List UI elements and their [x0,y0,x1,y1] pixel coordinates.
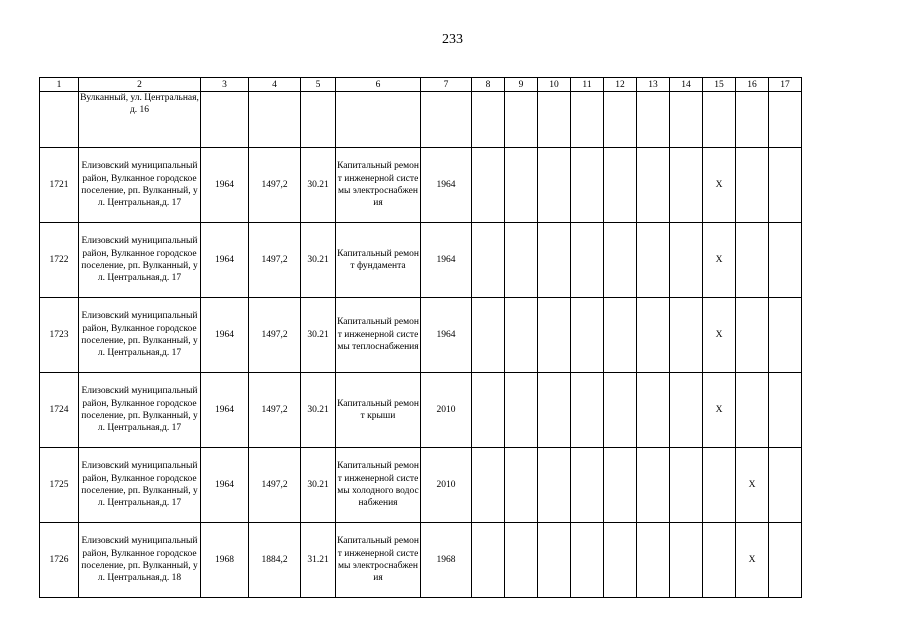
cell-empty [472,223,505,298]
cell-empty [670,523,703,598]
table-row [40,523,802,598]
column-header: 7 [421,78,472,92]
cell-id: 1725 [40,448,79,523]
cell-empty [604,523,637,598]
cell-area: 1497,2 [249,148,301,223]
cell-year-built: 1968 [201,523,249,598]
cell-mark: X [736,448,769,523]
cell-empty [472,298,505,373]
cell-empty [670,223,703,298]
page-number: 233 [442,32,463,47]
cell-year: 1964 [421,298,472,373]
column-header: 15 [703,78,736,92]
cell-year-built: 1964 [201,223,249,298]
cell-empty [571,373,604,448]
cell-empty [637,448,670,523]
cell-empty [201,92,249,148]
cell-empty [670,92,703,148]
cell-empty [538,448,571,523]
cell-work-type: Капитальный ремонт инженерной системы теплоснабжения [336,298,421,373]
cell-empty [670,448,703,523]
cell-area: 1497,2 [249,448,301,523]
cell-empty [670,373,703,448]
cell-empty [637,523,670,598]
cell-empty [472,373,505,448]
column-header: 10 [538,78,571,92]
cell-empty [472,523,505,598]
cell-empty [769,448,802,523]
cell-empty [538,298,571,373]
cell-empty [505,223,538,298]
cell-code: 31.21 [301,523,336,598]
cell-year: 2010 [421,448,472,523]
cell-work-type: Капитальный ремонт инженерной системы холодного водоснабжения [336,448,421,523]
column-header: 12 [604,78,637,92]
cell-empty [736,148,769,223]
cell-empty [472,448,505,523]
cell-code: 30.21 [301,373,336,448]
cell-address: Вулканный, ул. Центральная,д. 16 [79,92,201,148]
cell-id: 1724 [40,373,79,448]
cell-year-built: 1964 [201,148,249,223]
cell-empty [571,298,604,373]
cell-work-type: Капитальный ремонт инженерной системы электроснабжения [336,523,421,598]
cell-empty [571,448,604,523]
cell-empty [472,92,505,148]
cell-empty [703,448,736,523]
cell-id: 1726 [40,523,79,598]
cell-code: 30.21 [301,298,336,373]
column-header: 6 [336,78,421,92]
cell-empty [604,448,637,523]
column-header: 16 [736,78,769,92]
cell-empty [670,148,703,223]
cell-mark: X [703,148,736,223]
cell-empty [538,523,571,598]
cell-area: 1497,2 [249,223,301,298]
cell-empty [505,523,538,598]
cell-id [40,92,79,148]
cell-work-type: Капитальный ремонт фундамента [336,223,421,298]
cell-empty [604,298,637,373]
column-number-row [40,78,802,92]
continuation-row [40,92,802,148]
cell-empty [538,92,571,148]
cell-empty [703,92,736,148]
cell-empty [604,223,637,298]
column-header: 4 [249,78,301,92]
column-header: 17 [769,78,802,92]
cell-work-type: Капитальный ремонт инженерной системы электроснабжения [336,148,421,223]
cell-empty [604,148,637,223]
cell-address: Елизовский муниципальный район, Вулканное городское поселение, рп. Вулканный, ул. Центральная,д. 18 [79,523,201,598]
cell-empty [538,148,571,223]
column-header: 2 [79,78,201,92]
cell-id: 1722 [40,223,79,298]
cell-empty [604,92,637,148]
cell-id: 1721 [40,148,79,223]
cell-empty [736,373,769,448]
column-header: 8 [472,78,505,92]
cell-year: 2010 [421,373,472,448]
cell-empty [670,298,703,373]
cell-address: Елизовский муниципальный район, Вулканное городское поселение, рп. Вулканный, ул. Центральная,д. 17 [79,148,201,223]
cell-empty [538,223,571,298]
cell-empty [637,223,670,298]
table-row [40,148,802,223]
cell-mark: X [703,298,736,373]
column-header: 5 [301,78,336,92]
column-header: 3 [201,78,249,92]
cell-empty [769,298,802,373]
cell-empty [736,298,769,373]
cell-empty [637,373,670,448]
cell-year: 1964 [421,223,472,298]
cell-empty [769,148,802,223]
cell-id: 1723 [40,298,79,373]
cell-empty [769,223,802,298]
cell-empty [249,92,301,148]
cell-empty [769,92,802,148]
cell-mark: X [703,223,736,298]
cell-empty [604,373,637,448]
cell-empty [571,223,604,298]
register-table [39,77,802,598]
cell-code: 30.21 [301,448,336,523]
column-header: 9 [505,78,538,92]
cell-empty [769,373,802,448]
cell-mark: X [703,373,736,448]
cell-empty [505,148,538,223]
cell-empty [505,373,538,448]
cell-area: 1884,2 [249,523,301,598]
cell-year-built: 1964 [201,373,249,448]
cell-empty [637,298,670,373]
cell-empty [736,223,769,298]
table-row [40,448,802,523]
column-header: 13 [637,78,670,92]
cell-address: Елизовский муниципальный район, Вулканное городское поселение, рп. Вулканный, ул. Центральная,д. 17 [79,223,201,298]
cell-empty [505,298,538,373]
cell-empty [505,448,538,523]
cell-year-built: 1964 [201,298,249,373]
cell-empty [336,92,421,148]
cell-empty [571,148,604,223]
cell-work-type: Капитальный ремонт крыши [336,373,421,448]
cell-area: 1497,2 [249,373,301,448]
column-header: 14 [670,78,703,92]
cell-year-built: 1964 [201,448,249,523]
cell-empty [472,148,505,223]
table-row [40,223,802,298]
cell-empty [301,92,336,148]
cell-empty [769,523,802,598]
cell-empty [571,92,604,148]
cell-year: 1968 [421,523,472,598]
column-header: 11 [571,78,604,92]
cell-area: 1497,2 [249,298,301,373]
cell-empty [421,92,472,148]
cell-address: Елизовский муниципальный район, Вулканное городское поселение, рп. Вулканный, ул. Центральная,д. 17 [79,373,201,448]
cell-year: 1964 [421,148,472,223]
cell-empty [637,92,670,148]
cell-code: 30.21 [301,223,336,298]
table-row [40,373,802,448]
cell-empty [538,373,571,448]
cell-empty [703,523,736,598]
cell-empty [571,523,604,598]
cell-code: 30.21 [301,148,336,223]
column-header: 1 [40,78,79,92]
cell-address: Елизовский муниципальный район, Вулканное городское поселение, рп. Вулканный, ул. Центральная,д. 17 [79,448,201,523]
cell-empty [505,92,538,148]
table-row [40,298,802,373]
cell-empty [637,148,670,223]
cell-address: Елизовский муниципальный район, Вулканное городское поселение, рп. Вулканный, ул. Центральная,д. 17 [79,298,201,373]
cell-empty [736,92,769,148]
cell-mark: X [736,523,769,598]
